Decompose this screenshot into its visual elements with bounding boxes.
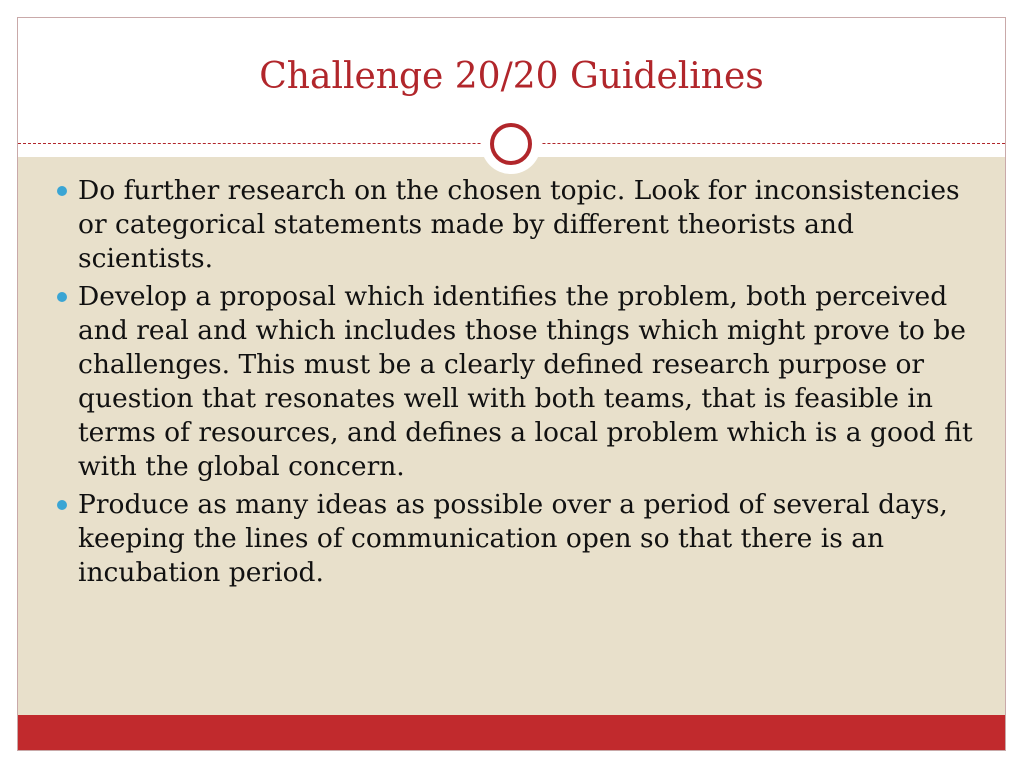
bullet-dot-icon — [57, 500, 67, 510]
bullet-list — [78, 174, 993, 594]
slide — [17, 17, 1006, 751]
ring-icon — [490, 123, 532, 165]
bullet-item — [78, 488, 993, 590]
bullet-dot-icon — [57, 186, 67, 196]
circle-ornament-icon — [481, 114, 541, 174]
bullet-item — [78, 280, 993, 484]
bullet-text: Do further research on the chosen topic. Look for inconsistencies or categorical statements made by different theorists and scientists. — [78, 175, 960, 274]
bottom-bar — [18, 715, 1005, 751]
bullet-text: Develop a proposal which identifies the problem, both perceived and real and which includes those things which might prove to be challenges. This must be a clearly defined research purpose or question that resonates well with both teams, that is feasible in terms of resources, and defines a local problem which is a good fit with the global concern. — [78, 281, 973, 482]
bullet-item — [78, 174, 993, 276]
slide-title: Challenge 20/20 Guidelines — [259, 56, 764, 97]
bullet-dot-icon — [57, 292, 67, 302]
bullet-text: Produce as many ideas as possible over a period of several days, keeping the lines of communication open so that there is an incubation period. — [78, 489, 948, 588]
